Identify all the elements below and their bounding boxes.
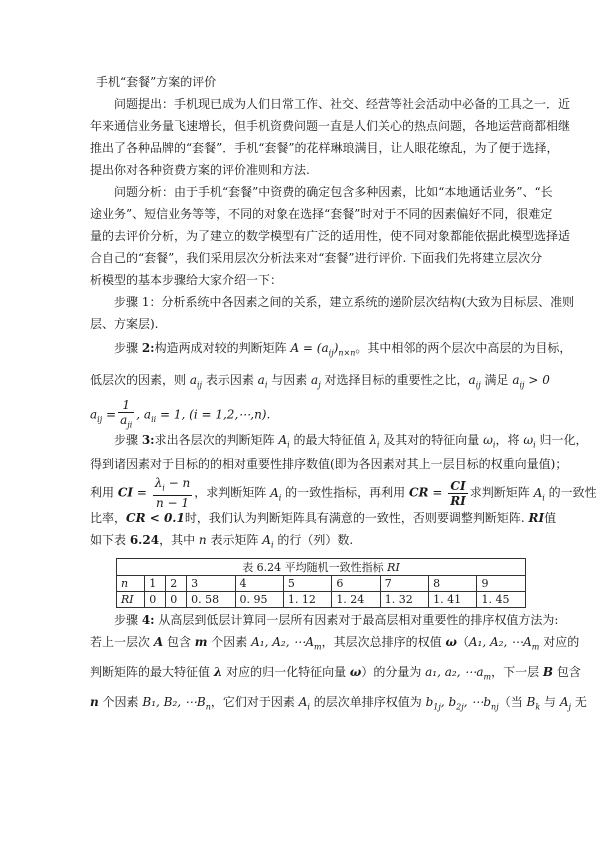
table-row-n bbox=[117, 576, 526, 592]
math-sub-i: i bbox=[264, 380, 268, 390]
row-label-n: n bbox=[117, 576, 145, 592]
step2-label: 步骤 bbox=[114, 341, 142, 355]
step3-text: 归一化， bbox=[535, 433, 588, 447]
step3-text: 求出各层次的判断矩阵 bbox=[154, 433, 279, 447]
math-aij bbox=[189, 373, 203, 390]
math-A: A bbox=[559, 695, 569, 709]
step4-label: 步骤 bbox=[114, 613, 142, 627]
step4-text: ）的分量为 bbox=[361, 665, 426, 679]
problem-line-2: 年来通信业务量飞速增长，但手机资费问题一直是人们关心的热点问题，各地运营商都相继 bbox=[90, 119, 571, 133]
problem-line-3: 推出了各种品牌的“套餐”．手机“套餐”的花样琳琅满目，让人眼花缭乱，为了便于选择， bbox=[90, 141, 559, 155]
step4-line-3 bbox=[90, 664, 581, 685]
step4-text: 无 bbox=[571, 695, 587, 709]
fraction-numerator: CI bbox=[448, 479, 468, 494]
math-sub-i: i bbox=[307, 702, 310, 712]
ri-table bbox=[116, 558, 526, 608]
math-sub-ji: ji bbox=[127, 420, 133, 430]
math-sub-ij: ij bbox=[475, 380, 481, 390]
math-Ai bbox=[298, 695, 310, 712]
math-text: , a bbox=[136, 407, 152, 422]
math-sub-i: i bbox=[278, 493, 282, 503]
math-n: n bbox=[90, 695, 99, 709]
step4-text: 对应的 bbox=[539, 635, 580, 649]
math-B-list bbox=[142, 695, 211, 712]
step3-line-2: 得到诸因素对于目标的的相对重要性排序数值(即为各因素对其上一层目标的权重向量值)； bbox=[90, 457, 568, 471]
fraction-denominator: n − 1 bbox=[155, 496, 189, 511]
analysis-line-3: 量的去评价分析，为了建立的数学模型有广泛的适用性，使不同对象都能依据此模型选择适 bbox=[90, 229, 571, 243]
math-sub-i: i bbox=[287, 440, 290, 450]
math-a: a bbox=[468, 373, 476, 387]
step3-text: 利用 bbox=[90, 485, 118, 500]
math-text: = 1, (i = 1,2,⋯,n). bbox=[156, 407, 271, 422]
step4-text: 判断矩阵的最大特征值 bbox=[90, 665, 214, 679]
table-cell: 1. 32 bbox=[380, 592, 428, 608]
document-title: 手机“套餐”方案的评价 bbox=[96, 75, 217, 89]
caption-math: RI bbox=[387, 561, 400, 574]
step3-text: 表示矩阵 bbox=[206, 533, 263, 547]
analysis-line-1: 问题分析：由于手机“套餐”中资费的确定包含多种因素，比如“本地通话业务”、“长 bbox=[114, 185, 553, 199]
math-aij-positive bbox=[512, 373, 550, 390]
math-sub-i: i bbox=[376, 440, 380, 450]
math-CR: CR bbox=[408, 485, 429, 500]
table-cell: 8 bbox=[429, 576, 477, 592]
math-sub-j: j bbox=[318, 380, 321, 390]
math-a: a bbox=[189, 373, 197, 387]
step2-number: 2: bbox=[141, 341, 155, 355]
step4-text: ，下一层 bbox=[491, 665, 543, 679]
step4-text: ，它们对于因素 bbox=[210, 695, 299, 709]
math-sub-ij: ij bbox=[328, 348, 334, 358]
math-A: A bbox=[270, 485, 279, 500]
step3-text: 如下表 bbox=[90, 533, 130, 547]
math-sub-j: j bbox=[568, 702, 571, 712]
math-cr-condition bbox=[126, 511, 185, 525]
table-cell: 0. 95 bbox=[235, 592, 283, 608]
step3-text: 时，我们认为判断矩阵具有满意的一致性，否则要调整判断矩阵. bbox=[184, 511, 525, 525]
math-sub-i: i bbox=[270, 540, 274, 550]
fraction-denominator: RI bbox=[450, 493, 466, 508]
math-sub-1j: 1j bbox=[433, 702, 441, 712]
math-sub-nn: n×n bbox=[338, 348, 356, 358]
math-lambda: λ bbox=[154, 476, 163, 490]
math-a: a bbox=[257, 373, 265, 387]
step3-text: ，其中 bbox=[159, 533, 199, 547]
math-b: b bbox=[425, 695, 434, 709]
math-sub-m: m bbox=[314, 642, 322, 652]
math-a: a bbox=[120, 413, 128, 427]
step4-text: 从高层到低层计算同一层所有因素对于最高层相对重要性的排序权值方法为: bbox=[154, 613, 559, 627]
step2-line-2 bbox=[90, 372, 550, 393]
table-cell: 0 bbox=[166, 592, 187, 608]
math-lambda: λ bbox=[213, 665, 223, 679]
math-sub-ij: ij bbox=[519, 380, 525, 390]
math-omega-i bbox=[523, 433, 536, 450]
math-eq: = bbox=[428, 485, 447, 500]
math-RI: RI bbox=[528, 511, 545, 525]
step4-text: 若上一层次 bbox=[90, 635, 154, 649]
math-Ai bbox=[278, 433, 290, 450]
math-a: a bbox=[321, 341, 329, 355]
math-omega-i bbox=[483, 433, 496, 450]
math-omega: ω bbox=[523, 433, 534, 447]
math-A: A bbox=[153, 635, 164, 649]
step4-text: ，其层次总排序的权值 bbox=[321, 635, 446, 649]
step4-text: 包含 bbox=[553, 665, 581, 679]
math-lambda-i bbox=[369, 433, 380, 450]
step4-text: 个因素 bbox=[98, 695, 143, 709]
step3-text: 求判断矩阵 bbox=[469, 485, 534, 500]
math-A: A bbox=[262, 533, 271, 547]
step1-line-1: 步骤 1：分析系统中各因素之间的关系，建立系统的递阶层次结构(大致为目标层、准则 bbox=[114, 295, 575, 309]
math-sub-n: n bbox=[205, 702, 211, 712]
table-cell: 1 bbox=[145, 576, 166, 592]
math-A: A bbox=[290, 341, 300, 355]
math-Bk bbox=[526, 695, 541, 712]
math-omega: ω bbox=[483, 433, 493, 447]
step2-text: 满足 bbox=[480, 373, 513, 387]
math-a: a bbox=[512, 373, 520, 387]
table-cell: 1. 45 bbox=[477, 592, 526, 608]
math-A-list bbox=[468, 635, 540, 652]
table-cell: 3 bbox=[187, 576, 235, 592]
math-omega: ω bbox=[445, 635, 457, 649]
math-B: B bbox=[542, 665, 554, 679]
math-a: a bbox=[311, 373, 319, 387]
table-cell: 7 bbox=[380, 576, 428, 592]
step4-text: 包含 bbox=[163, 635, 195, 649]
math-ai bbox=[257, 373, 268, 390]
step4-text: 与 bbox=[540, 695, 560, 709]
step2-text: 表示因素 bbox=[202, 373, 258, 387]
step3-text: 的行（列）数. bbox=[273, 533, 354, 547]
math-a-list bbox=[425, 665, 492, 682]
math-omega: ω bbox=[349, 665, 362, 679]
step4-number: 4: bbox=[141, 613, 155, 627]
step3-line-3 bbox=[90, 476, 597, 511]
math-text: − n bbox=[164, 476, 191, 490]
step3-line-5 bbox=[90, 532, 522, 553]
step4-line-4 bbox=[90, 694, 587, 715]
math-Ai bbox=[262, 533, 274, 550]
math-CR: CR bbox=[126, 511, 146, 525]
math-sub-2j: 2j bbox=[456, 702, 464, 712]
table-cell: 1. 12 bbox=[283, 592, 331, 608]
math-list: A₁, A₂, ⋯A bbox=[468, 635, 532, 649]
math-Ai bbox=[270, 485, 282, 503]
step3-line-4 bbox=[90, 510, 557, 526]
step3-text: 的一致性 bbox=[544, 485, 597, 500]
reciprocal-equation: $a_{ij}$ = $\frac{1}{a_{ji}}$ , $a_{ii} = 1$, (i = 1,2,⋯,n). bbox=[90, 398, 522, 432]
step3-label: 步骤 bbox=[114, 433, 142, 447]
step4-line-1 bbox=[114, 612, 559, 628]
step2-text: 构造两成对较的判断矩阵 bbox=[154, 341, 291, 355]
row-label-ri: RI bbox=[117, 592, 145, 608]
step3-text: 比率， bbox=[90, 511, 127, 525]
step3-text: 及其对的特征向量 bbox=[379, 433, 484, 447]
table-cell: 9 bbox=[477, 576, 526, 592]
ci-fraction bbox=[153, 476, 193, 510]
math-sub-m: m bbox=[483, 672, 492, 682]
math-sub-i: i bbox=[492, 440, 496, 450]
step3-number: 3: bbox=[141, 433, 155, 447]
step3-text: ，求判断矩阵 bbox=[194, 485, 271, 500]
math-A: A bbox=[298, 695, 308, 709]
step4-line-2 bbox=[90, 634, 580, 655]
table-cell: 0. 58 bbox=[187, 592, 235, 608]
math-A: A bbox=[278, 433, 288, 447]
table-caption bbox=[117, 559, 526, 576]
problem-line-1: 问题提出：手机现已成为人们日常工作、社交、经营等社会活动中必备的工具之一．近 bbox=[114, 97, 571, 111]
fraction bbox=[118, 398, 134, 432]
math-b: , ⋯b bbox=[463, 695, 492, 709]
math-A-list bbox=[251, 635, 322, 652]
problem-line-4: 提出你对各种资费方案的评价准则和方法. bbox=[90, 163, 310, 177]
math-aj bbox=[311, 373, 321, 390]
table-cell: 0 bbox=[145, 592, 166, 608]
step4-text: 的层次单排序权值为 bbox=[309, 695, 426, 709]
step3-text: 值 bbox=[544, 511, 557, 525]
step3-line-1 bbox=[114, 432, 588, 453]
math-A: A bbox=[533, 485, 543, 500]
math-sub-i: i bbox=[533, 440, 536, 450]
analysis-line-4: 合自己的“套餐”，我们采用层次分析法来对“套餐”进行评价. 下面我们先将建立层次分 bbox=[90, 251, 543, 265]
math-m: m bbox=[194, 635, 208, 649]
table-cell: 2 bbox=[166, 576, 187, 592]
step4-text: 个因素 bbox=[207, 635, 252, 649]
math-Ai bbox=[533, 485, 545, 503]
math-lambda: λ bbox=[369, 433, 377, 447]
step2-text: 对选择目标的重要性之比， bbox=[320, 373, 469, 387]
analysis-line-5: 析模型的基本步骤给大家介绍一下： bbox=[90, 273, 283, 287]
math-sub-k: k bbox=[535, 702, 541, 712]
math-list: a₁, a₂, ⋯a bbox=[425, 665, 484, 679]
math-sub-ij: ij bbox=[196, 380, 203, 390]
matrix-definition: $A = (a_{ij})_{n\times n}$ bbox=[290, 341, 356, 358]
math-gt: > 0 bbox=[524, 373, 550, 387]
math-aij bbox=[468, 373, 481, 390]
step2-text-tail: 。其中相邻的两个层次中高层的为目标， bbox=[355, 341, 572, 355]
table-row-ri bbox=[117, 592, 526, 608]
step4-text: （ bbox=[456, 635, 469, 649]
math-eq: = bbox=[133, 485, 151, 500]
math-Aj bbox=[559, 695, 571, 712]
math-list: B₁, B₂, ⋯B bbox=[142, 695, 206, 709]
table-cell: 1. 41 bbox=[429, 592, 477, 608]
fraction-numerator: 1 bbox=[118, 398, 134, 413]
math-b-list bbox=[425, 695, 499, 712]
math-list: A₁, A₂, ⋯A bbox=[251, 635, 315, 649]
fraction-denominator bbox=[118, 413, 134, 432]
math-sub-ii: ii bbox=[151, 415, 157, 425]
step2-line-1 bbox=[114, 340, 572, 361]
table-cell: 6 bbox=[332, 576, 380, 592]
step4-text: 对应的归一化特征向量 bbox=[222, 665, 350, 679]
math-B: B bbox=[526, 695, 536, 709]
math-CI: CI bbox=[117, 485, 133, 500]
step2-text: 低层次的因素，则 bbox=[90, 373, 190, 387]
step4-text: （当 bbox=[498, 695, 527, 709]
math-sub-m: m bbox=[531, 642, 540, 652]
math-sub-nj: nj bbox=[491, 702, 499, 712]
table-cell: 4 bbox=[235, 576, 283, 592]
math-a: a bbox=[90, 407, 98, 422]
math-sub-i: i bbox=[542, 493, 545, 503]
analysis-line-2: 途业务”、短信业务等等，不同的对象在选择“套餐”时对于不同的因素偏好不同，很难定 bbox=[90, 207, 553, 221]
step3-text: 的最大特征值 bbox=[289, 433, 370, 447]
math-sub-ij: ij bbox=[97, 415, 103, 425]
math-b: , b bbox=[440, 695, 457, 709]
step3-text: 的一致性指标，再利用 bbox=[281, 485, 409, 500]
table-caption-row bbox=[117, 559, 526, 576]
table-cell: 5 bbox=[283, 576, 331, 592]
step1-line-2: 层、方案层). bbox=[90, 317, 159, 331]
step3-text: ，将 bbox=[495, 433, 524, 447]
caption-text: 表 6.24 平均随机一致性指标 bbox=[242, 561, 388, 574]
fraction-numerator bbox=[153, 476, 193, 496]
step2-text: 与因素 bbox=[267, 373, 312, 387]
math-n: n bbox=[198, 533, 207, 547]
table-ref: 6.24 bbox=[129, 533, 160, 547]
math-lt: < 0.1 bbox=[145, 511, 185, 525]
table-cell: 1. 24 bbox=[332, 592, 380, 608]
math-sub-i: i bbox=[162, 483, 165, 493]
cr-fraction bbox=[448, 479, 468, 508]
